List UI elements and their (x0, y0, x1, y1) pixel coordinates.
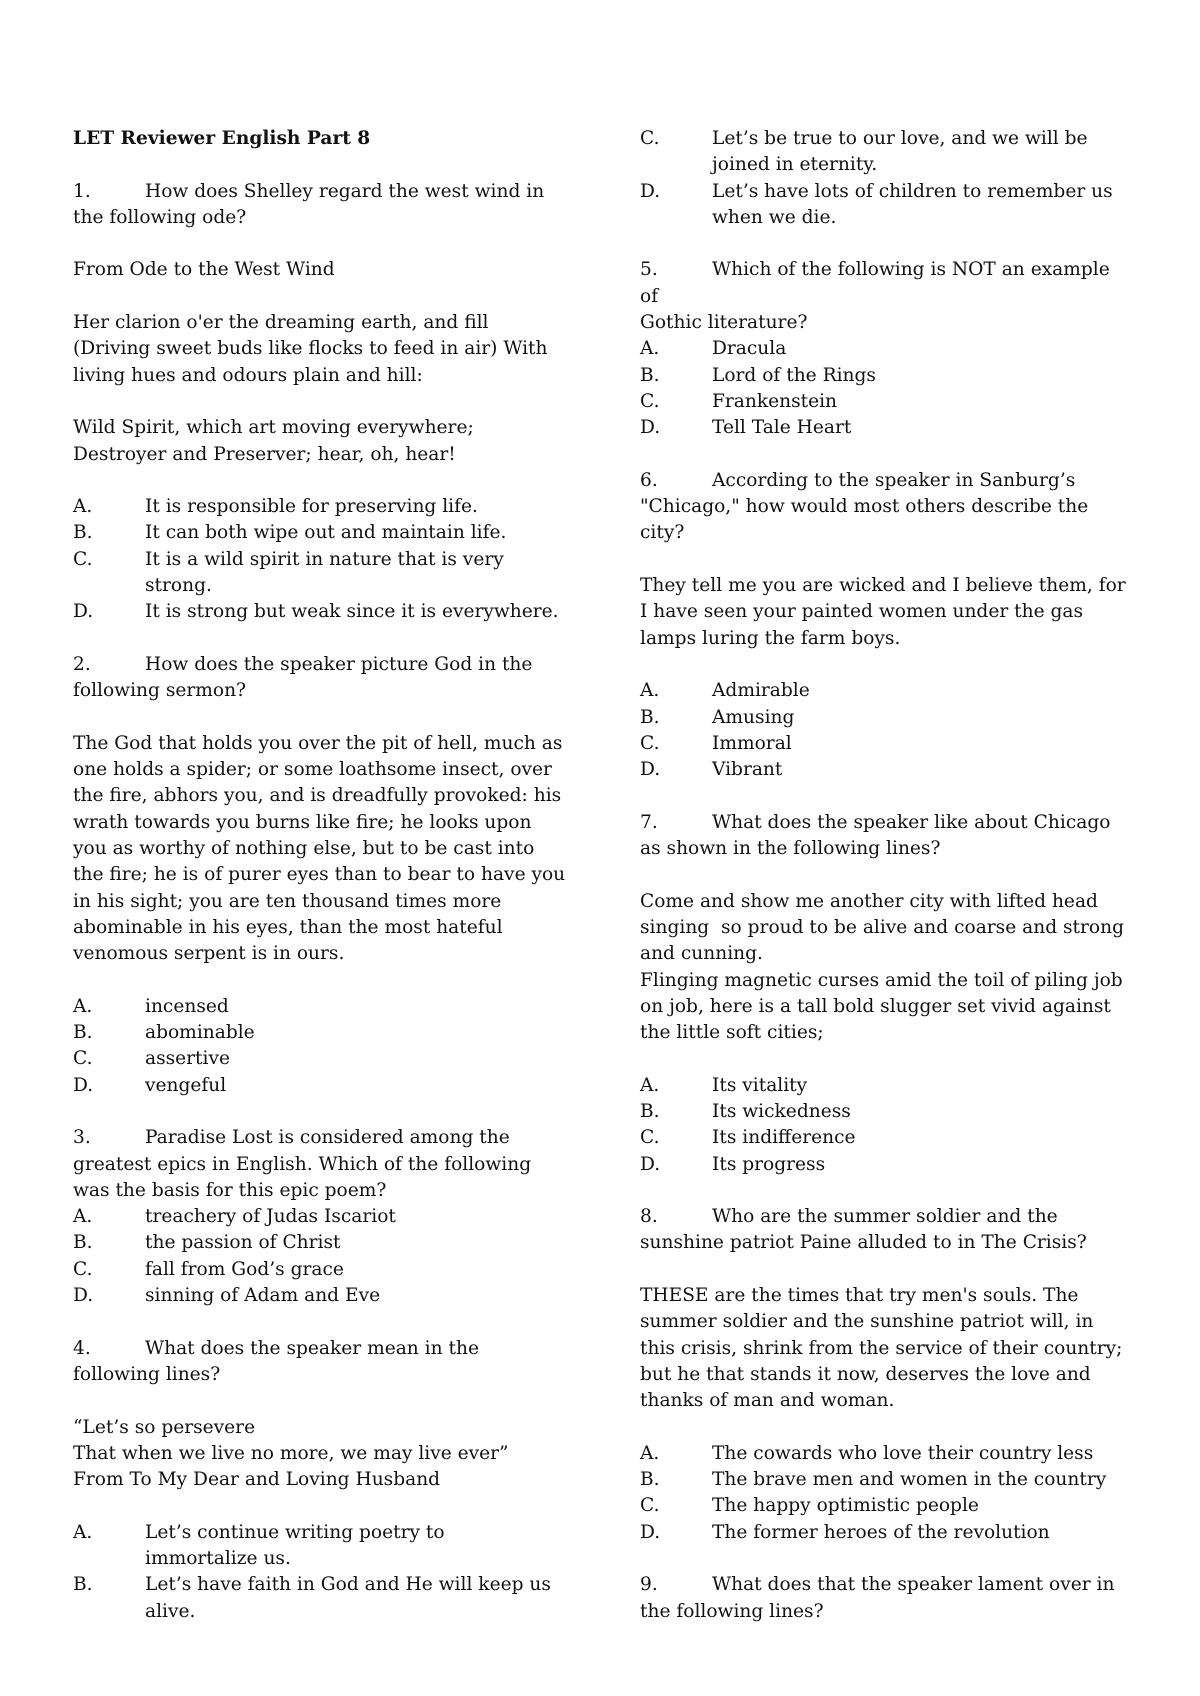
question-stem (73, 1336, 563, 1389)
left-column (73, 126, 566, 1651)
option-text: assertive (145, 1048, 230, 1070)
passage-line: From Ode to the West Wind (73, 259, 335, 281)
question-number: 9. (640, 1574, 658, 1596)
option-label: C. (640, 1127, 660, 1149)
option-label: A. (73, 1521, 93, 1543)
option-text: joined in eternity. (712, 154, 878, 176)
option-c (73, 1046, 563, 1072)
option-text: strong. (145, 575, 212, 597)
question-text: Paradise Lost is considered among the (145, 1127, 510, 1149)
question-3 (73, 1125, 563, 1309)
option-text: Let’s have faith in God and He will keep us (145, 1574, 551, 1596)
question-stem (640, 257, 1130, 336)
passage-line: Wild Spirit, which art moving everywhere; (73, 417, 474, 439)
option-text: Frankenstein (712, 390, 838, 412)
option-label: B. (73, 522, 93, 544)
right-question-list (640, 257, 1130, 1624)
option-text: Let’s have lots of children to remember us (712, 180, 1113, 202)
question-1 (73, 179, 563, 626)
option-label: D. (640, 180, 661, 202)
question-text: According to the speaker in Sanburg’s (712, 469, 1076, 491)
question-9 (640, 1572, 1130, 1625)
passage-line: wrath towards you burns like fire; he looks upon (73, 811, 532, 833)
question-text: Gothic literature? (640, 312, 808, 334)
passage (73, 415, 563, 468)
option-label: C. (640, 390, 660, 412)
option-b (73, 1230, 563, 1256)
option-text: Amusing (712, 706, 795, 728)
passage-line: in his sight; you are ten thousand times more (73, 890, 502, 912)
question-text: following sermon? (73, 680, 247, 702)
passage (73, 731, 566, 968)
question-text: How does Shelley regard the west wind in (145, 180, 545, 202)
passage-line: From To My Dear and Loving Husband (73, 1469, 441, 1491)
option-c (73, 547, 563, 600)
passage-line: thanks of man and woman. (640, 1390, 895, 1412)
option-label: B. (640, 706, 660, 728)
option-c (640, 126, 1130, 179)
option-label: D. (640, 417, 661, 439)
options-list (640, 1073, 1130, 1178)
question-number: 8. (640, 1206, 658, 1228)
option-label: B. (73, 1022, 93, 1044)
options-list (640, 336, 1130, 441)
passage (640, 573, 1130, 652)
option-text: Tell Tale Heart (712, 417, 852, 439)
question-number: 2. (73, 653, 91, 675)
option-text: Let’s be true to our love, and we will be (712, 128, 1088, 149)
question-text: What does the speaker like about Chicago (712, 811, 1111, 833)
option-a (640, 1073, 1130, 1099)
passage (640, 889, 1130, 1047)
option-d (73, 1283, 563, 1309)
question-stem (73, 652, 563, 705)
option-text: It is responsible for preserving life. (145, 496, 478, 518)
passage-line: summer soldier and the sunshine patriot will, in (640, 1311, 1094, 1333)
options-list (73, 994, 563, 1099)
passage-line: That when we live no more, we may live ever” (73, 1442, 509, 1464)
passage-line: singing so proud to be alive and coarse and strong (640, 916, 1124, 938)
question-text: as shown in the following lines? (640, 838, 941, 860)
option-text: Admirable (712, 680, 810, 702)
passage-line: abominable in his eyes, than the most hateful (73, 916, 503, 938)
question-4 (73, 1336, 563, 1625)
passage (640, 1283, 1130, 1414)
option-c (640, 731, 1130, 757)
document-title: LET Reviewer English Part 8 (73, 128, 371, 149)
question-text: greatest epics in English. Which of the following (73, 1153, 532, 1175)
option-text: Vibrant (712, 759, 783, 781)
option-label: C. (73, 1048, 93, 1070)
question-stem (640, 810, 1130, 863)
option-label: A. (640, 1442, 660, 1464)
options-list (73, 1520, 563, 1625)
option-b (73, 520, 563, 546)
option-label: D. (640, 1521, 661, 1543)
option-text: Let’s continue writing poetry to (145, 1521, 445, 1543)
option-b (73, 1020, 563, 1046)
option-d (640, 1152, 1130, 1178)
option-a (73, 1204, 563, 1230)
option-text: It is a wild spirit in nature that is very (145, 548, 504, 570)
question-stem (73, 1125, 563, 1204)
passage-line: the little soft cities; (640, 1022, 824, 1044)
question-text: city? (640, 522, 685, 544)
option-text: The happy optimistic people (712, 1495, 979, 1517)
question-2 (73, 652, 566, 1099)
option-text: immortalize us. (145, 1548, 291, 1570)
option-text: Dracula (712, 338, 787, 360)
question-text: sunshine patriot Paine alluded to in The Crisis? (640, 1232, 1087, 1254)
option-label: A. (640, 680, 660, 702)
option-label: B. (640, 1469, 660, 1491)
option-a (640, 1441, 1130, 1467)
option-d (640, 757, 1130, 783)
option-b (640, 1467, 1130, 1493)
option-text: Its vitality (712, 1074, 808, 1096)
passage-line: one holds a spider; or some loathsome insect, over (73, 759, 552, 781)
option-label: A. (73, 496, 93, 518)
question-number: 4. (73, 1337, 91, 1359)
option-label: D. (73, 1074, 94, 1096)
passage-line: you as worthy of nothing else, but to be cast into (73, 838, 535, 860)
question-stem (73, 179, 563, 232)
option-c (73, 1257, 563, 1283)
option-a (640, 336, 1130, 362)
question-number: 3. (73, 1127, 91, 1149)
option-text: It can both wipe out and maintain life. (145, 522, 507, 544)
question-number: 7. (640, 811, 658, 833)
question-text: following lines? (73, 1363, 221, 1385)
question-text: Which of the following is NOT an example of (640, 259, 1110, 307)
passage-line: venomous serpent is in ours. (73, 943, 345, 965)
option-label: C. (640, 1495, 660, 1517)
option-text: fall from God’s grace (145, 1258, 344, 1280)
option-label: C. (73, 1258, 93, 1280)
option-label: C. (640, 128, 660, 149)
option-d (640, 1520, 1130, 1546)
option-label: A. (640, 338, 660, 360)
question-text: was the basis for this epic poem? (73, 1179, 387, 1201)
question-text: How does the speaker picture God in the (145, 653, 533, 675)
question-5 (640, 257, 1130, 441)
passage-line: The God that holds you over the pit of hell, much as (73, 732, 563, 754)
option-label: A. (73, 995, 93, 1017)
option-text: It is strong but weak since it is everywhere. (145, 601, 559, 623)
option-text: sinning of Adam and Eve (145, 1285, 381, 1307)
question-number: 1. (73, 180, 91, 202)
question-stem (640, 1572, 1130, 1625)
option-c (640, 389, 1130, 415)
option-c (640, 1125, 1130, 1151)
passage-line: THESE are the times that try men's souls. The (640, 1285, 1079, 1307)
option-d (640, 415, 1130, 441)
passage-line: but he that stands it now, deserves the love and (640, 1363, 1091, 1385)
option-b (73, 1572, 563, 1625)
option-a (73, 1520, 563, 1573)
option-d (73, 599, 563, 625)
passage-line: I have seen your painted women under the gas (640, 601, 1084, 623)
option-label: D. (73, 1285, 94, 1307)
option-label: D. (73, 601, 94, 623)
option-text: abominable (145, 1022, 255, 1044)
passage-line: Destroyer and Preserver; hear, oh, hear! (73, 443, 456, 465)
passage-line: on job, here is a tall bold slugger set vivid against (640, 995, 1111, 1017)
option-text: incensed (145, 995, 229, 1017)
option-text: when we die. (712, 206, 837, 228)
passage-line: lamps luring the farm boys. (640, 627, 901, 649)
question-number: 5. (640, 259, 658, 281)
option-label: B. (640, 1100, 660, 1122)
question-number: 6. (640, 469, 658, 491)
options-list (640, 1441, 1130, 1546)
option-label: A. (640, 1074, 660, 1096)
question-4-continued-options (640, 126, 1130, 231)
passage (73, 310, 563, 389)
option-label: B. (73, 1574, 93, 1596)
question-text: Who are the summer soldier and the (712, 1206, 1058, 1228)
passage-line: Flinging magnetic curses amid the toil of piling job (640, 969, 1123, 991)
option-text: Immoral (712, 732, 792, 754)
right-column (640, 126, 1130, 1651)
option-label: C. (640, 732, 660, 754)
option-text: The brave men and women in the country (712, 1469, 1107, 1491)
passage-line: (Driving sweet buds like flocks to feed in air) With (73, 338, 548, 360)
options-list (73, 494, 563, 625)
options-list (640, 678, 1130, 783)
options-list (73, 1204, 563, 1309)
option-text: The cowards who love their country less (712, 1442, 1094, 1464)
passage-line: living hues and odours plain and hill: (73, 364, 423, 386)
option-label: B. (640, 364, 660, 386)
option-a (73, 994, 563, 1020)
question-text: the following lines? (640, 1600, 824, 1622)
passage (73, 1415, 563, 1494)
option-text: Its progress (712, 1153, 826, 1175)
option-text: vengeful (145, 1074, 227, 1096)
option-b (640, 705, 1130, 731)
option-label: D. (640, 1153, 661, 1175)
passage-line: the fire, abhors you, and is dreadfully provoked: his (73, 785, 562, 807)
question-text: the following ode? (73, 206, 247, 228)
passage-line: They tell me you are wicked and I believe them, for (640, 575, 1126, 597)
option-text: Its indifference (712, 1127, 856, 1149)
option-a (640, 678, 1130, 704)
question-6 (640, 468, 1130, 784)
left-question-list (73, 179, 566, 1625)
option-a (73, 494, 563, 520)
option-text: The former heroes of the revolution (712, 1521, 1050, 1543)
option-label: B. (73, 1232, 93, 1254)
question-7 (640, 810, 1130, 1178)
passage (73, 257, 563, 283)
question-stem (640, 1204, 1130, 1257)
question-stem (640, 468, 1130, 547)
option-text: the passion of Christ (145, 1232, 341, 1254)
question-text: What does the speaker mean in the (145, 1337, 479, 1359)
option-text: alive. (145, 1600, 196, 1622)
option-text: Lord of the Rings (712, 364, 876, 386)
option-label: D. (640, 759, 661, 781)
option-label: A. (73, 1206, 93, 1228)
passage-line: the fire; he is of purer eyes than to bear to have you (73, 864, 566, 886)
passage-line: and cunning. (640, 943, 763, 965)
option-b (640, 1099, 1130, 1125)
option-text: Its wickedness (712, 1100, 851, 1122)
passage-line: “Let’s so persevere (73, 1416, 256, 1438)
passage-line: Come and show me another city with lifted head (640, 890, 1098, 912)
passage-line: Her clarion o'er the dreaming earth, and fill (73, 312, 489, 334)
option-d (73, 1073, 563, 1099)
passage-line: this crisis, shrink from the service of their country; (640, 1337, 1123, 1359)
question-text: What does that the speaker lament over in (712, 1574, 1115, 1596)
option-label: C. (73, 548, 93, 570)
question-8 (640, 1204, 1130, 1546)
question-text: "Chicago," how would most others describe the (640, 496, 1089, 518)
option-text: treachery of Judas Iscariot (145, 1206, 396, 1228)
option-d (640, 179, 1130, 232)
option-c (640, 1493, 1130, 1519)
option-b (640, 363, 1130, 389)
